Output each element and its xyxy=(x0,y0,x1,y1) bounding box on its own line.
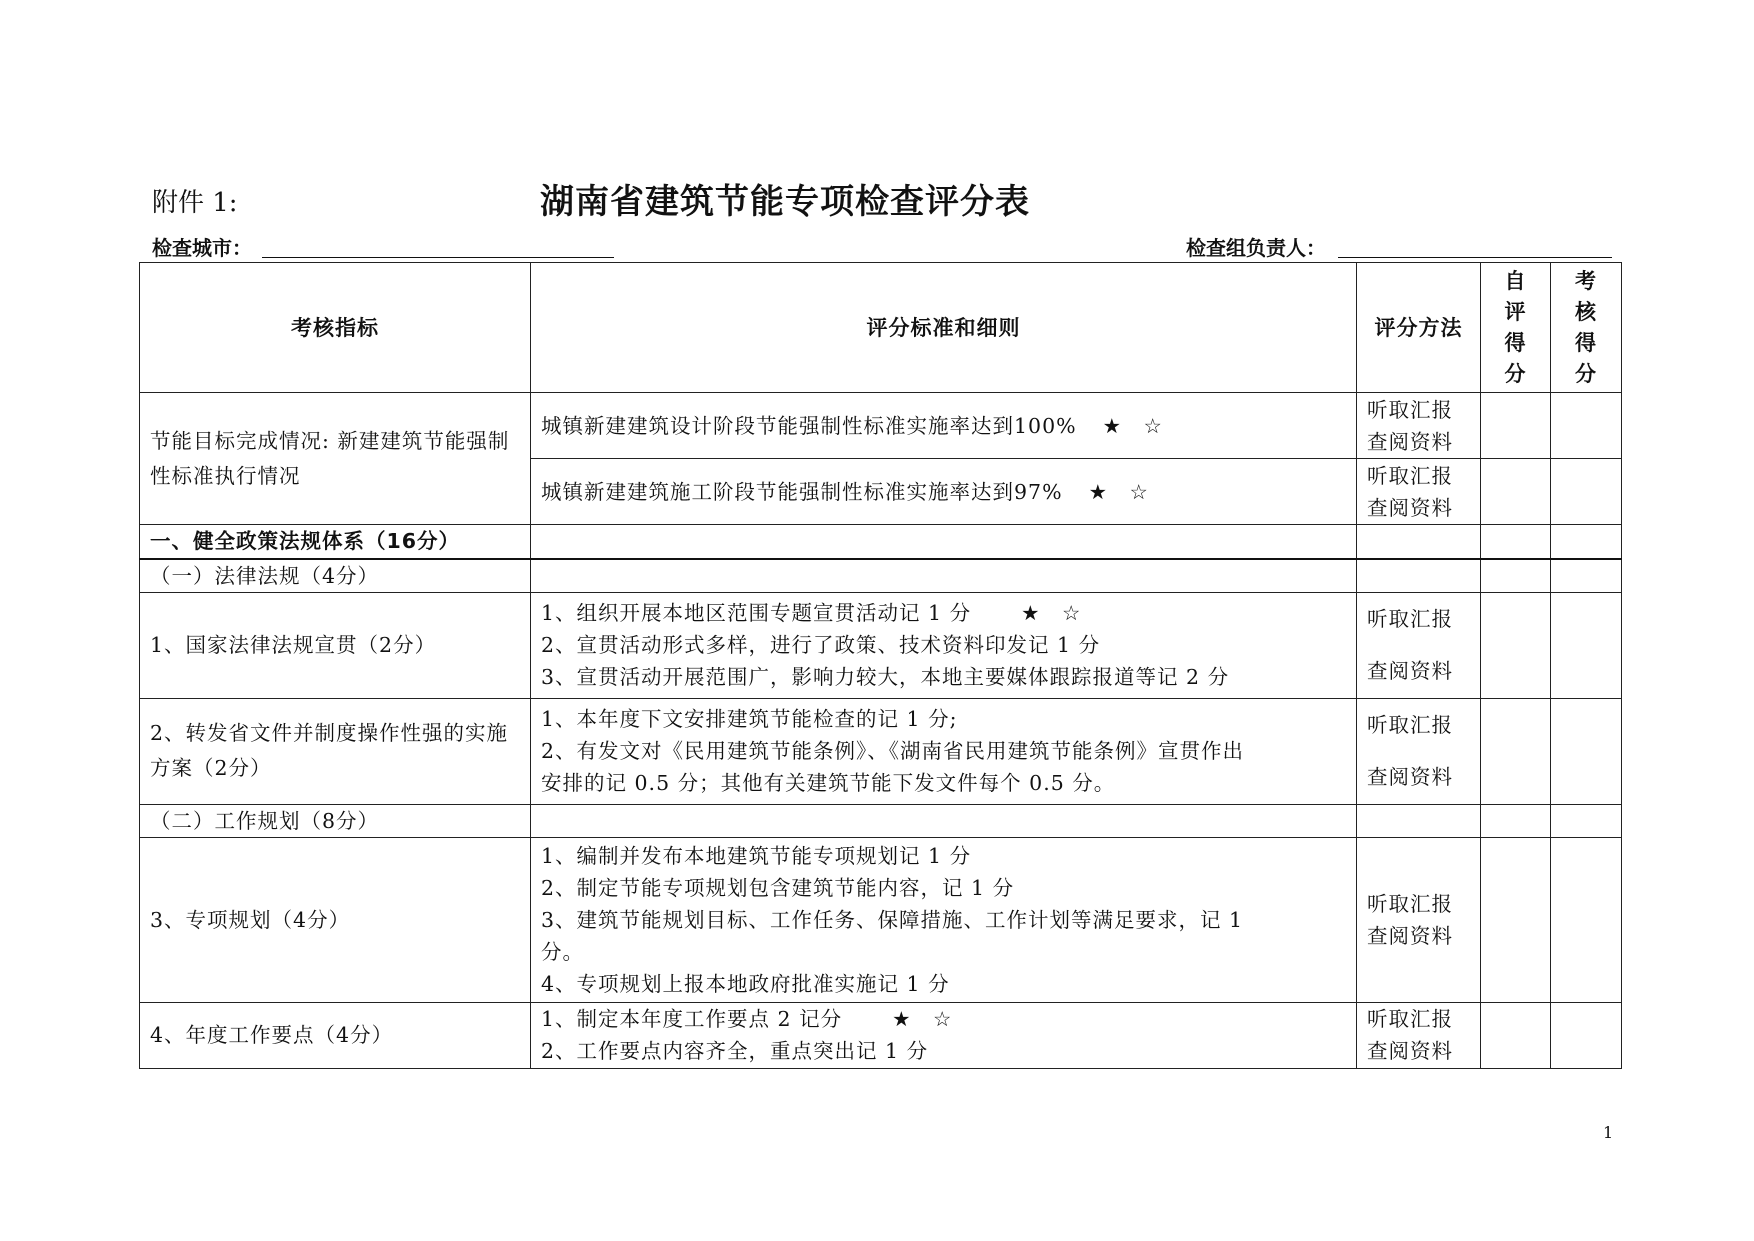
table-row xyxy=(140,1002,1622,1068)
self-score-cell[interactable] xyxy=(1481,525,1551,559)
subsection-heading: （二）工作规划（8分） xyxy=(140,804,531,837)
review-score-cell[interactable] xyxy=(1551,1002,1622,1068)
header-row xyxy=(140,263,1622,393)
criteria-cell: 1、编制并发布本地建筑节能专项规划记 1 分 2、制定节能专项规划包含建筑节能内容，记 1 分 3、建筑节能规划目标、工作任务、保障措施、工作计划等满足要求，记 1 分。 4、专项规划上报本地政府批准实施记 1 分 xyxy=(531,837,1357,1002)
subsection-row xyxy=(140,559,1622,593)
table-row xyxy=(140,837,1622,1002)
review-score-cell[interactable] xyxy=(1551,837,1622,1002)
criteria-cell: 1、本年度下文安排建筑节能检查的记 1 分; 2、有发文对《民用建筑节能条例》、《湖南省民用建筑节能条例》宣贯作出 安排的记 0.5 分；其他有关建筑节能下发文件每个 0.5 分。 xyxy=(531,698,1357,804)
inspection-city-blank xyxy=(262,257,614,258)
review-score-cell[interactable] xyxy=(1551,393,1622,459)
self-score-cell[interactable] xyxy=(1481,1002,1551,1068)
criteria-cell: 1、组织开展本地区范围专题宣贯活动记 1 分 ★ ☆ 2、宣贯活动形式多样，进行了政策、技术资料印发记 1 分 3、宣贯活动开展范围广，影响力较大，本地主要媒体跟踪报道等记 2 分 xyxy=(531,592,1357,698)
criteria-cell: 城镇新建建筑施工阶段节能强制性标准实施率达到97% ★ ☆ xyxy=(531,459,1357,525)
star-icon: ★ ☆ xyxy=(1102,413,1163,438)
self-score-cell[interactable] xyxy=(1481,698,1551,804)
header-indicator: 考核指标 xyxy=(140,263,531,393)
team-leader-label: 检查组负责人： xyxy=(1186,236,1326,260)
target-indicator: 节能目标完成情况: 新建建筑节能强制性标准执行情况 xyxy=(140,393,531,525)
method-cell: 听取汇报 查阅资料 xyxy=(1357,837,1481,1002)
team-leader-blank xyxy=(1338,257,1612,258)
self-score-cell[interactable] xyxy=(1481,592,1551,698)
header-self-score: 自 评 得 分 xyxy=(1481,263,1551,393)
subsection-row xyxy=(140,804,1622,837)
section-row xyxy=(140,525,1622,559)
score-table xyxy=(139,262,1622,1069)
review-score-cell[interactable] xyxy=(1551,804,1622,837)
page-title: 湖南省建筑节能专项检查评分表 xyxy=(540,182,1030,222)
indicator-cell: 1、国家法律法规宣贯（2分） xyxy=(140,592,531,698)
review-score-cell[interactable] xyxy=(1551,525,1622,559)
indicator-cell: 4、年度工作要点（4分） xyxy=(140,1002,531,1068)
star-icon: ★ ☆ xyxy=(1021,601,1082,625)
method-cell: 听取汇报 查阅资料 xyxy=(1357,592,1481,698)
header-method: 评分方法 xyxy=(1357,263,1481,393)
method-cell: 听取汇报 查阅资料 xyxy=(1357,459,1481,525)
criteria-cell: 1、制定本年度工作要点 2 记分 ★ ☆ 2、工作要点内容齐全，重点突出记 1 分 xyxy=(531,1002,1357,1068)
table-row xyxy=(140,592,1622,698)
self-score-cell[interactable] xyxy=(1481,804,1551,837)
header-criteria: 评分标准和细则 xyxy=(531,263,1357,393)
review-score-cell[interactable] xyxy=(1551,698,1622,804)
page-number: 1 xyxy=(1603,1123,1614,1142)
method-cell: 听取汇报 查阅资料 xyxy=(1357,698,1481,804)
method-cell: 听取汇报 查阅资料 xyxy=(1357,393,1481,459)
review-score-cell[interactable] xyxy=(1551,459,1622,525)
table-row xyxy=(140,393,1622,459)
indicator-cell: 2、转发省文件并制度操作性强的实施方案（2分） xyxy=(140,698,531,804)
subsection-heading: （一）法律法规（4分） xyxy=(140,559,531,593)
attachment-label: 附件 1: xyxy=(152,188,238,218)
section-heading: 一、健全政策法规体系（16分） xyxy=(140,525,531,559)
self-score-cell[interactable] xyxy=(1481,559,1551,593)
self-score-cell[interactable] xyxy=(1481,459,1551,525)
review-score-cell[interactable] xyxy=(1551,559,1622,593)
table-row xyxy=(140,698,1622,804)
criteria-cell: 城镇新建建筑设计阶段节能强制性标准实施率达到100% ★ ☆ xyxy=(531,393,1357,459)
method-cell: 听取汇报 查阅资料 xyxy=(1357,1002,1481,1068)
star-icon: ★ ☆ xyxy=(1088,479,1149,504)
self-score-cell[interactable] xyxy=(1481,393,1551,459)
header-review-score: 考 核 得 分 xyxy=(1551,263,1622,393)
review-score-cell[interactable] xyxy=(1551,592,1622,698)
inspection-city-label: 检查城市： xyxy=(152,236,252,260)
star-icon: ★ ☆ xyxy=(892,1007,953,1031)
self-score-cell[interactable] xyxy=(1481,837,1551,1002)
indicator-cell: 3、专项规划（4分） xyxy=(140,837,531,1002)
